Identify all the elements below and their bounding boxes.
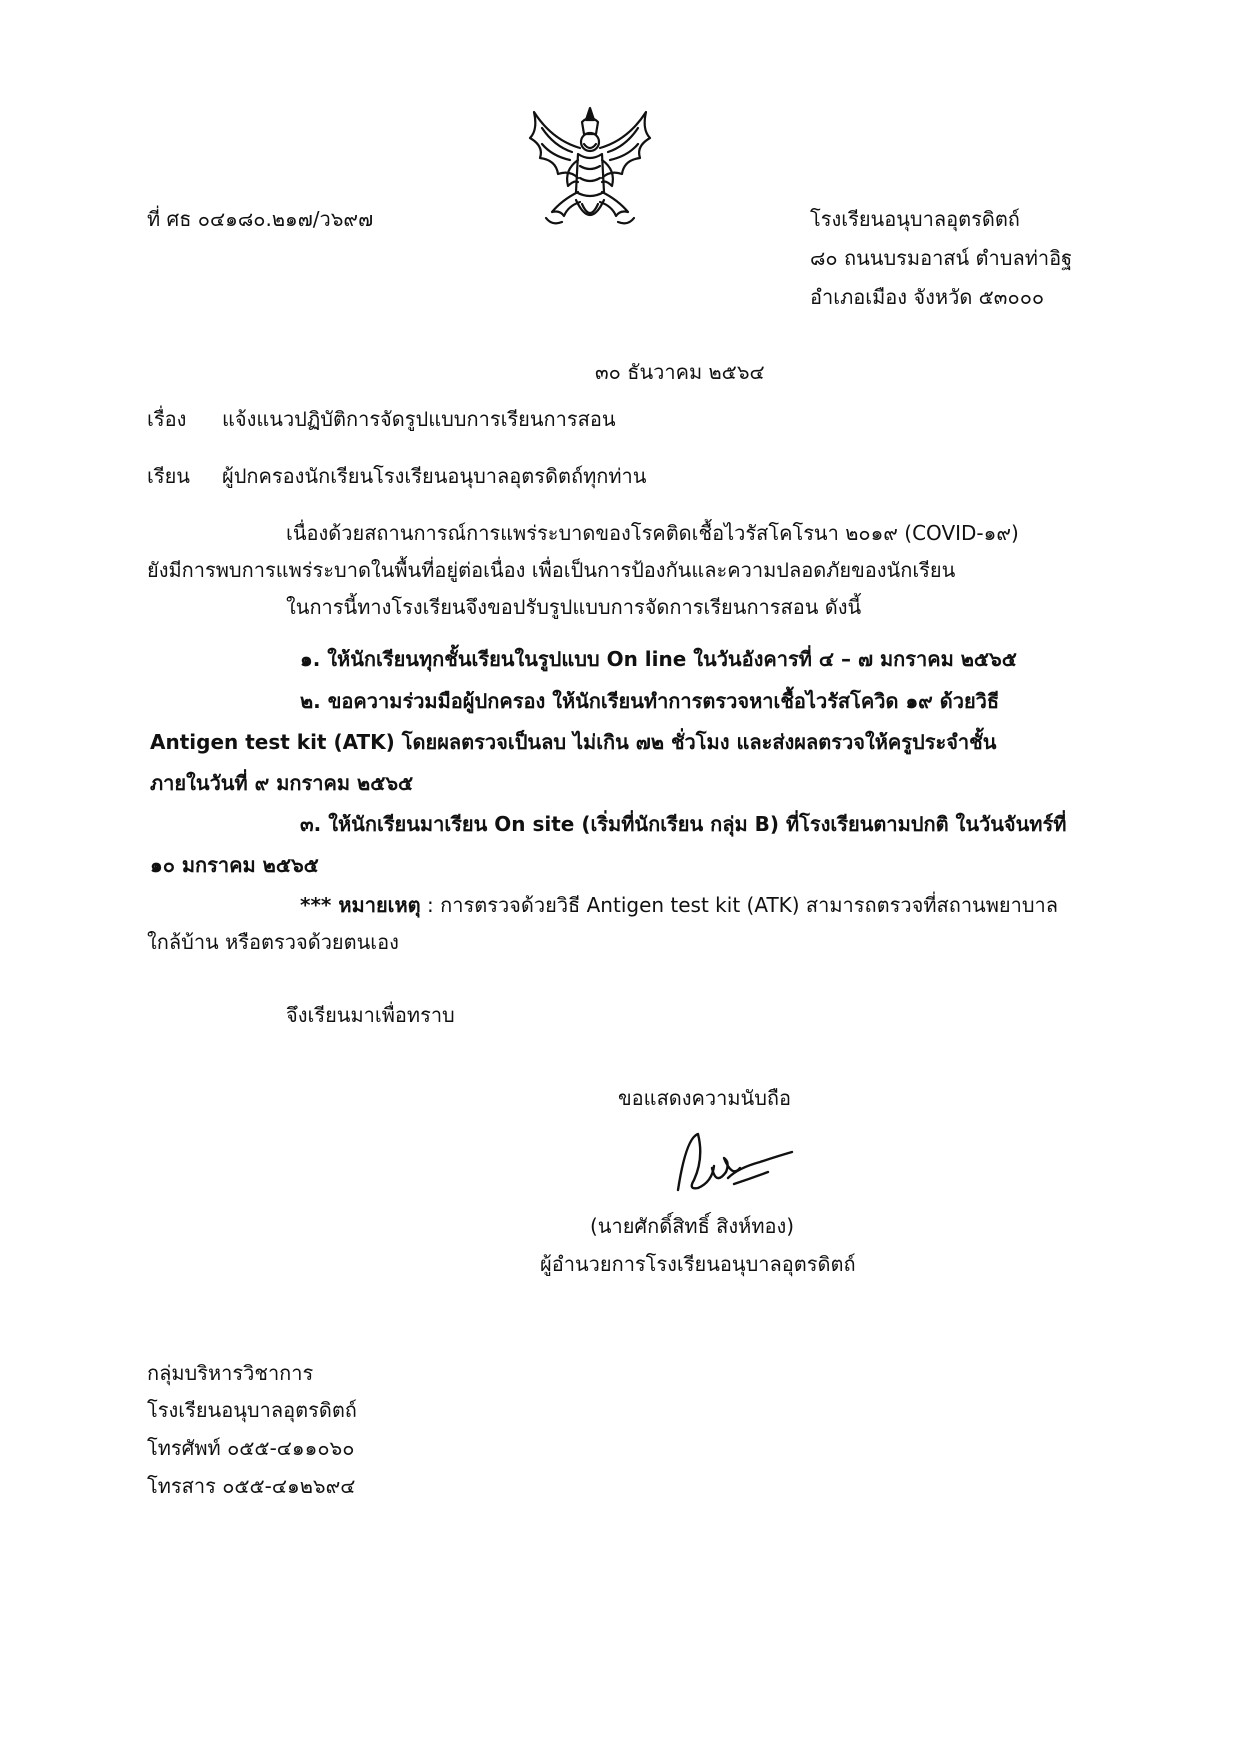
footer-school: โรงเรียนอนุบาลอุตรดิตถ์ (147, 1398, 357, 1422)
recipient-text: ผู้ปกครองนักเรียนโรงเรียนอนุบาลอุตรดิตถ์ทุกท่าน (222, 464, 647, 488)
note-line-1 (300, 891, 1058, 919)
letter-date: ๓๐ ธันวาคม ๒๕๖๔ (595, 360, 765, 384)
subject-label: เรื่อง (147, 407, 187, 431)
intro-line-1: เนื่องด้วยสถานการณ์การแพร่ระบาดของโรคติดเชื้อไวรัสโคโรนา ๒๐๑๙ (COVID-๑๙) (286, 521, 1019, 545)
item-3-line-2: ๑๐ มกราคม ๒๕๖๕ (150, 853, 319, 877)
school-name: โรงเรียนอนุบาลอุตรดิตถ์ (810, 207, 1020, 231)
item-1: ๑. ให้นักเรียนทุกชั้นเรียนในรูปแบบ On line ในวันอังคารที่ ๔ – ๗ มกราคม ๒๕๖๕ (300, 647, 1017, 671)
regards-text: ขอแสดงความนับถือ (618, 1086, 792, 1110)
intro-line-2: ยังมีการพบการแพร่ระบาดในพื้นที่อยู่ต่อเนื่อง เพื่อเป็นการป้องกันและความปลอดภัยของนักเรียน (147, 558, 956, 582)
signer-position: ผู้อำนวยการโรงเรียนอนุบาลอุตรดิตถ์ (540, 1252, 856, 1276)
closing-text: จึงเรียนมาเพื่อทราบ (286, 1003, 455, 1027)
footer-phone: โทรศัพท์ ๐๕๕-๔๑๑๐๖๐ (147, 1436, 355, 1460)
address-line-2: อำเภอเมือง จังหวัด ๕๓๐๐๐ (810, 285, 1045, 309)
address-line-1: ๘๐ ถนนบรมอาสน์ ตำบลท่าอิฐ (810, 246, 1073, 270)
garuda-emblem-icon (522, 100, 658, 240)
note-label: *** หมายเหตุ (300, 893, 421, 917)
note-text: : การตรวจด้วยวิธี Antigen test kit (ATK) สามารถตรวจที่สถานพยาบาล (420, 893, 1059, 917)
recipient-label: เรียน (147, 464, 190, 488)
item-3-line-1: ๓. ให้นักเรียนมาเรียน On site (เริ่มที่นักเรียน กลุ่ม B) ที่โรงเรียนตามปกติ ในวันจันทร์ที่ (300, 812, 1067, 836)
item-2-line-2: Antigen test kit (ATK) โดยผลตรวจเป็นลบ ไม่เกิน ๗๒ ชั่วโมง และส่งผลตรวจให้ครูประจำชั้น (150, 730, 997, 754)
item-2-line-3: ภายในวันที่ ๙ มกราคม ๒๕๖๕ (150, 771, 414, 795)
intro-line-3: ในการนี้ทางโรงเรียนจึงขอปรับรูปแบบการจัดการเรียนการสอน ดังนี้ (286, 595, 862, 619)
subject-text: แจ้งแนวปฏิบัติการจัดรูปแบบการเรียนการสอน (222, 407, 616, 431)
footer-department: กลุ่มบริหารวิชาการ (147, 1361, 314, 1385)
reference-number: ที่ ศธ ๐๔๑๘๐.๒๑๗/ว๖๙๗ (147, 207, 374, 231)
footer-fax: โทรสาร ๐๕๕-๔๑๒๖๙๔ (147, 1474, 356, 1498)
signer-name: (นายศักดิ์สิทธิ์ สิงห์ทอง) (590, 1214, 795, 1238)
handwritten-signature-icon (668, 1128, 798, 1200)
item-2-line-1: ๒. ขอความร่วมมือผู้ปกครอง ให้นักเรียนทำการตรวจหาเชื้อไวรัสโควิด ๑๙ ด้วยวิธี (300, 689, 1000, 713)
note-line-2: ใกล้บ้าน หรือตรวจด้วยตนเอง (147, 930, 399, 954)
